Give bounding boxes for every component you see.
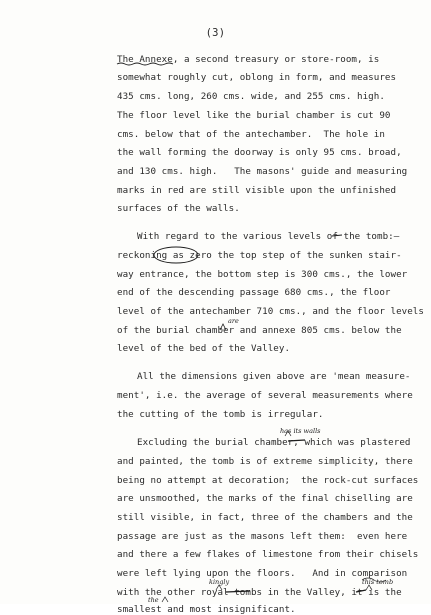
text-line: somewhat roughly cut, oblong in form, and measures — [117, 72, 397, 83]
text-line: of the burial chamber and annexe 805 cms. below the — [117, 325, 402, 336]
text-line: ment', i.e. the average of several measurements where — [117, 390, 413, 401]
text-line: still visible, in fact, three of the chambers and the — [117, 512, 413, 523]
text-line: with the other royal tombs in the Valley, it is the — [117, 587, 402, 598]
text-line: level of the antechamber 710 cms., and the floor levels — [117, 306, 424, 317]
handwritten-insertion: this tomb — [362, 578, 394, 586]
text-line: cms. below that of the antechamber. The hole in — [117, 129, 385, 140]
text-line: The floor level like the burial chamber is cut 90 — [117, 110, 391, 121]
text-line: All the dimensions given above are 'mean measure- — [137, 371, 411, 382]
text-line: and there a few flakes of limestone from their chisels — [117, 549, 419, 560]
text-line: marks in red are still visible upon the unfinished — [117, 185, 397, 196]
handwritten-insertion: the — [148, 596, 159, 604]
text-line: With regard to the various levels of the tomb:— — [137, 231, 400, 242]
text-line: 435 cms. long, 260 cms. wide, and 255 cms. high. — [117, 91, 385, 102]
text-line: passage are just as the masons left them: even here — [117, 531, 408, 542]
text-line: are unsmoothed, the marks of the final chiselling are — [117, 493, 413, 504]
page-number: (3) — [205, 27, 226, 39]
text-line: the wall forming the doorway is only 95 cms. broad, — [117, 147, 402, 158]
text-line: The Annexe, a second treasury or store-room, is — [117, 54, 380, 65]
text-line: the cutting of the tomb is irregular. — [117, 409, 324, 420]
text-line: Excluding the burial chamber, which was plastered — [137, 437, 411, 448]
text-line: end of the descending passage 680 cms., the floor — [117, 287, 391, 298]
text-line: and painted, the tomb is of extreme simplicity, there — [117, 456, 413, 467]
text-line: level of the bed of the Valley. — [117, 343, 291, 354]
text-line: surfaces of the walls. — [117, 203, 240, 214]
text-line: smallest and most insignificant. — [117, 604, 296, 615]
handwritten-insertion: has its walls — [280, 427, 321, 435]
handwritten-insertion: are — [228, 317, 239, 325]
text-line: being no attempt at decoration; the rock-cut surfaces — [117, 475, 419, 486]
handwritten-insertion: kingly — [209, 578, 230, 586]
text-line: way entrance, the bottom step is 300 cms., the lower — [117, 269, 408, 280]
text-line: were left lying upon the floors. And in comparison — [117, 568, 408, 579]
text-line: and 130 cms. high. The masons' guide and measuring — [117, 166, 408, 177]
text-line: reckoning as zero the top step of the sunken stair- — [117, 250, 402, 261]
